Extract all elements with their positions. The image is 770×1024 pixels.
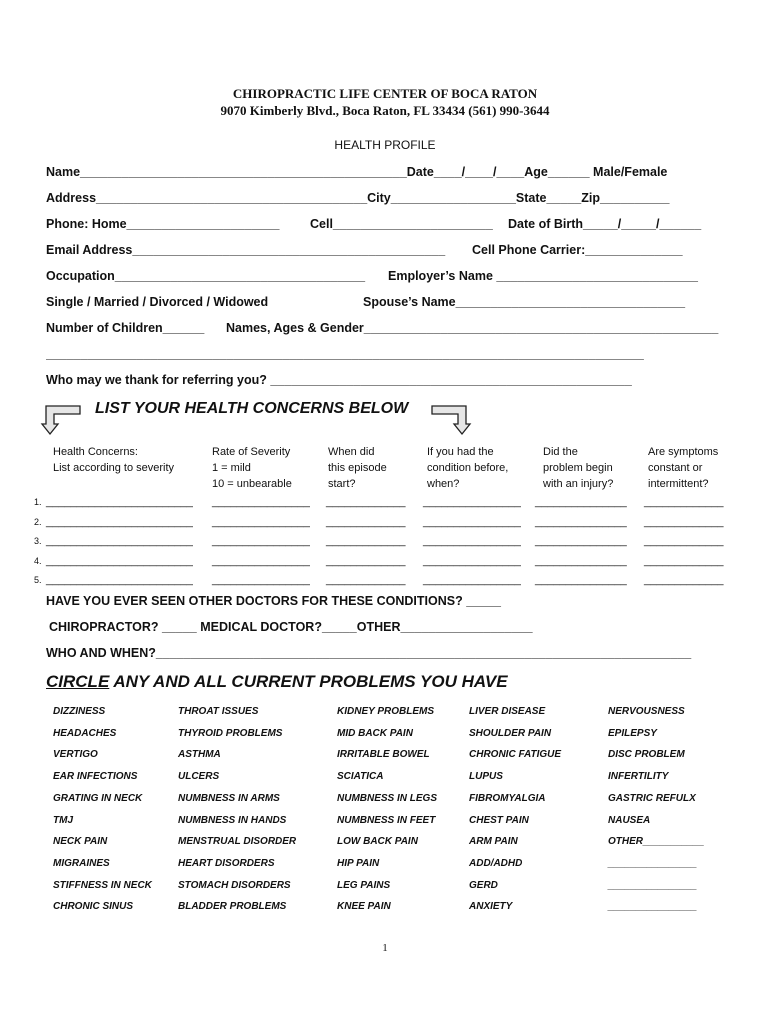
injury-input[interactable]: _______________	[535, 516, 627, 528]
cell-phone-field[interactable]: Cell_______________________	[310, 217, 493, 231]
symptoms-input[interactable]: _____________	[644, 555, 724, 567]
concerns-heading: LIST YOUR HEALTH CONCERNS BELOW	[95, 400, 409, 417]
injury-input[interactable]: _______________	[535, 535, 627, 547]
injury-input[interactable]: _______________	[535, 496, 627, 508]
problem-option[interactable]: MIGRAINES	[53, 857, 110, 869]
problem-option[interactable]: THYROID PROBLEMS	[178, 727, 283, 739]
problem-option[interactable]: EPILEPSY	[608, 727, 657, 739]
problem-option[interactable]: MENSTRUAL DISORDER	[178, 836, 297, 848]
problem-option[interactable]: HEADACHES	[53, 727, 117, 739]
date-of-birth-field[interactable]: Date of Birth_____/_____/______	[508, 217, 702, 231]
problem-option[interactable]: LEG PAINS	[337, 879, 391, 891]
problem-option[interactable]: ANXIETY	[469, 901, 513, 913]
problem-option[interactable]: SCIATICA	[337, 771, 384, 783]
row-number: 2.	[34, 517, 42, 527]
problem-option[interactable]: CHRONIC FATIGUE	[469, 749, 562, 761]
symptoms-input[interactable]: _____________	[644, 535, 724, 547]
symptoms-input[interactable]: _____________	[644, 574, 724, 586]
extra-blank-line[interactable]: ______________________________________________________________________________________	[46, 347, 644, 361]
concern-input[interactable]: ________________________	[46, 516, 193, 528]
home-phone-field[interactable]: Phone: Home______________________	[46, 217, 280, 231]
clinic-address: 9070 Kimberly Blvd., Boca Raton, FL 33434 (561) 990-3644	[220, 103, 550, 118]
severity-input[interactable]: ________________	[212, 516, 310, 528]
problem-option[interactable]: THROAT ISSUES	[178, 706, 259, 717]
severity-input[interactable]: ________________	[212, 535, 310, 547]
clinic-name: CHIROPRACTIC LIFE CENTER OF BOCA RATON	[232, 86, 538, 101]
problem-option[interactable]: ASTHMA	[178, 749, 221, 761]
problem-option[interactable]: ULCERS	[178, 771, 220, 783]
row-number: 4.	[34, 556, 42, 566]
problem-option[interactable]: ADD/ADHD	[469, 857, 523, 869]
problem-option[interactable]: NAUSEA	[608, 814, 651, 826]
problem-option[interactable]: GERD	[469, 879, 498, 891]
problem-option[interactable]: KIDNEY PROBLEMS	[337, 706, 435, 717]
other-doctors-question[interactable]: HAVE YOU EVER SEEN OTHER DOCTORS FOR THESE CONDITIONS? _____	[46, 594, 501, 608]
address-city-state-zip-field[interactable]: Address_______________________________________City__________________State_____Zip__________	[46, 191, 670, 205]
referral-field[interactable]: Who may we thank for referring you? ____________________________________________________	[46, 373, 632, 387]
col-header-injury: Did the problem begin with an injury?	[543, 446, 614, 490]
problem-option[interactable]: ________________	[608, 857, 697, 869]
form-title: HEALTH PROFILE	[334, 138, 436, 152]
problem-option[interactable]: NUMBNESS IN LEGS	[337, 792, 438, 804]
previous-input[interactable]: ________________	[423, 535, 521, 547]
row-number: 1.	[34, 497, 42, 507]
col-header-health-concerns: Health Concerns: List according to severity	[53, 446, 175, 474]
start-input[interactable]: _____________	[326, 516, 406, 528]
start-input[interactable]: _____________	[326, 535, 406, 547]
col-header-episode-start: When did this episode start?	[328, 446, 387, 490]
problem-option[interactable]: ________________	[608, 879, 697, 891]
problem-option[interactable]: BLADDER PROBLEMS	[178, 901, 287, 913]
children-details-field[interactable]: Names, Ages & Gender___________________________________________________	[226, 321, 719, 335]
problems-heading	[46, 672, 508, 692]
row-number: 3.	[34, 536, 42, 546]
problem-option[interactable]: EAR INFECTIONS	[53, 771, 138, 783]
table-row[interactable]	[34, 494, 42, 510]
problem-option[interactable]: OTHER___________	[608, 836, 705, 848]
problems-heading-rest: ANY AND ALL CURRENT PROBLEMS YOU HAVE	[109, 672, 508, 691]
col-header-severity: Rate of Severity 1 = mild 10 = unbearable	[212, 446, 292, 490]
concern-input[interactable]: ________________________	[46, 496, 193, 508]
employer-field[interactable]: Employer’s Name _____________________________	[388, 269, 698, 283]
start-input[interactable]: _____________	[326, 496, 406, 508]
problem-option[interactable]: NECK PAIN	[53, 836, 108, 848]
problem-option[interactable]: HIP PAIN	[337, 857, 380, 869]
row-number: 5.	[34, 575, 42, 585]
severity-input[interactable]: ________________	[212, 574, 310, 586]
cell-carrier-field[interactable]: Cell Phone Carrier:______________	[472, 243, 683, 257]
table-row[interactable]	[34, 533, 42, 549]
concern-input[interactable]: ________________________	[46, 535, 193, 547]
problem-option[interactable]: CHEST PAIN	[469, 814, 529, 826]
number-of-children-field[interactable]: Number of Children______	[46, 321, 205, 335]
injury-input[interactable]: _______________	[535, 574, 627, 586]
previous-input[interactable]: ________________	[423, 496, 521, 508]
name-date-age-field[interactable]: Name_______________________________________________Date____/____/____Age______ Male/Female	[46, 165, 668, 179]
problem-option[interactable]: GASTRIC REFULX	[608, 792, 696, 804]
previous-input[interactable]: ________________	[423, 555, 521, 567]
occupation-field[interactable]: Occupation____________________________________	[46, 269, 366, 283]
problem-option[interactable]: NUMBNESS IN HANDS	[178, 814, 287, 826]
down-arrow-left-icon	[40, 404, 84, 436]
spouse-name-field[interactable]: Spouse’s Name_________________________________	[363, 295, 686, 309]
problem-option[interactable]: INFERTILITY	[608, 771, 669, 783]
table-row[interactable]	[34, 514, 42, 530]
previous-input[interactable]: ________________	[423, 574, 521, 586]
problem-option[interactable]: CHRONIC SINUS	[53, 901, 134, 913]
doctor-type-field[interactable]: CHIROPRACTOR? _____ MEDICAL DOCTOR?_____OTHER___________________	[49, 620, 533, 634]
circle-word: CIRCLE	[46, 672, 110, 691]
problem-option[interactable]: MID BACK PAIN	[337, 727, 413, 739]
problem-option[interactable]: VERTIGO	[53, 749, 98, 761]
problem-option[interactable]: ARM PAIN	[469, 836, 518, 848]
problem-option[interactable]: HEART DISORDERS	[178, 857, 275, 869]
symptoms-input[interactable]: _____________	[644, 496, 724, 508]
previous-input[interactable]: ________________	[423, 516, 521, 528]
problem-option[interactable]: LUPUS	[469, 771, 503, 783]
concern-input[interactable]: ________________________	[46, 555, 193, 567]
problem-option[interactable]: STOMACH DISORDERS	[178, 879, 291, 891]
table-row[interactable]	[34, 572, 42, 588]
down-arrow-right-icon	[428, 404, 472, 436]
start-input[interactable]: _____________	[326, 574, 406, 586]
start-input[interactable]: _____________	[326, 555, 406, 567]
problem-option[interactable]: NERVOUSNESS	[608, 706, 685, 717]
concern-input[interactable]: ________________________	[46, 574, 193, 586]
email-field[interactable]: Email Address_____________________________________________	[46, 243, 446, 257]
problem-option[interactable]: FIBROMYALGIA	[469, 792, 546, 804]
problem-option[interactable]: ________________	[608, 901, 697, 913]
problem-option[interactable]: DIZZINESS	[53, 706, 106, 717]
injury-input[interactable]: _______________	[535, 555, 627, 567]
severity-input[interactable]: ________________	[212, 555, 310, 567]
marital-status-options[interactable]: Single / Married / Divorced / Widowed	[46, 295, 269, 309]
problem-option[interactable]: IRRITABLE BOWEL	[337, 749, 430, 761]
problem-option[interactable]: GRATING IN NECK	[53, 792, 143, 804]
severity-input[interactable]: ________________	[212, 496, 310, 508]
problem-option[interactable]: KNEE PAIN	[337, 901, 391, 913]
problem-option[interactable]: TMJ	[53, 814, 73, 826]
problem-option[interactable]: LOW BACK PAIN	[337, 836, 418, 848]
symptoms-input[interactable]: _____________	[644, 516, 724, 528]
problem-option[interactable]: SHOULDER PAIN	[469, 727, 552, 739]
problem-option[interactable]: STIFFNESS IN NECK	[53, 879, 152, 891]
col-header-symptoms: Are symptoms constant or intermittent?	[648, 446, 719, 490]
problem-option[interactable]: NUMBNESS IN FEET	[337, 814, 436, 826]
problem-option[interactable]: DISC PROBLEM	[608, 749, 685, 761]
table-row[interactable]	[34, 553, 42, 569]
page-number: 1	[382, 942, 388, 954]
who-and-when-field[interactable]: WHO AND WHEN?_____________________________________________________________________________	[46, 646, 692, 660]
problem-option[interactable]: NUMBNESS IN ARMS	[178, 792, 280, 804]
col-header-previous-condition: If you had the condition before, when?	[427, 446, 509, 490]
problem-option[interactable]: LIVER DISEASE	[469, 706, 546, 717]
